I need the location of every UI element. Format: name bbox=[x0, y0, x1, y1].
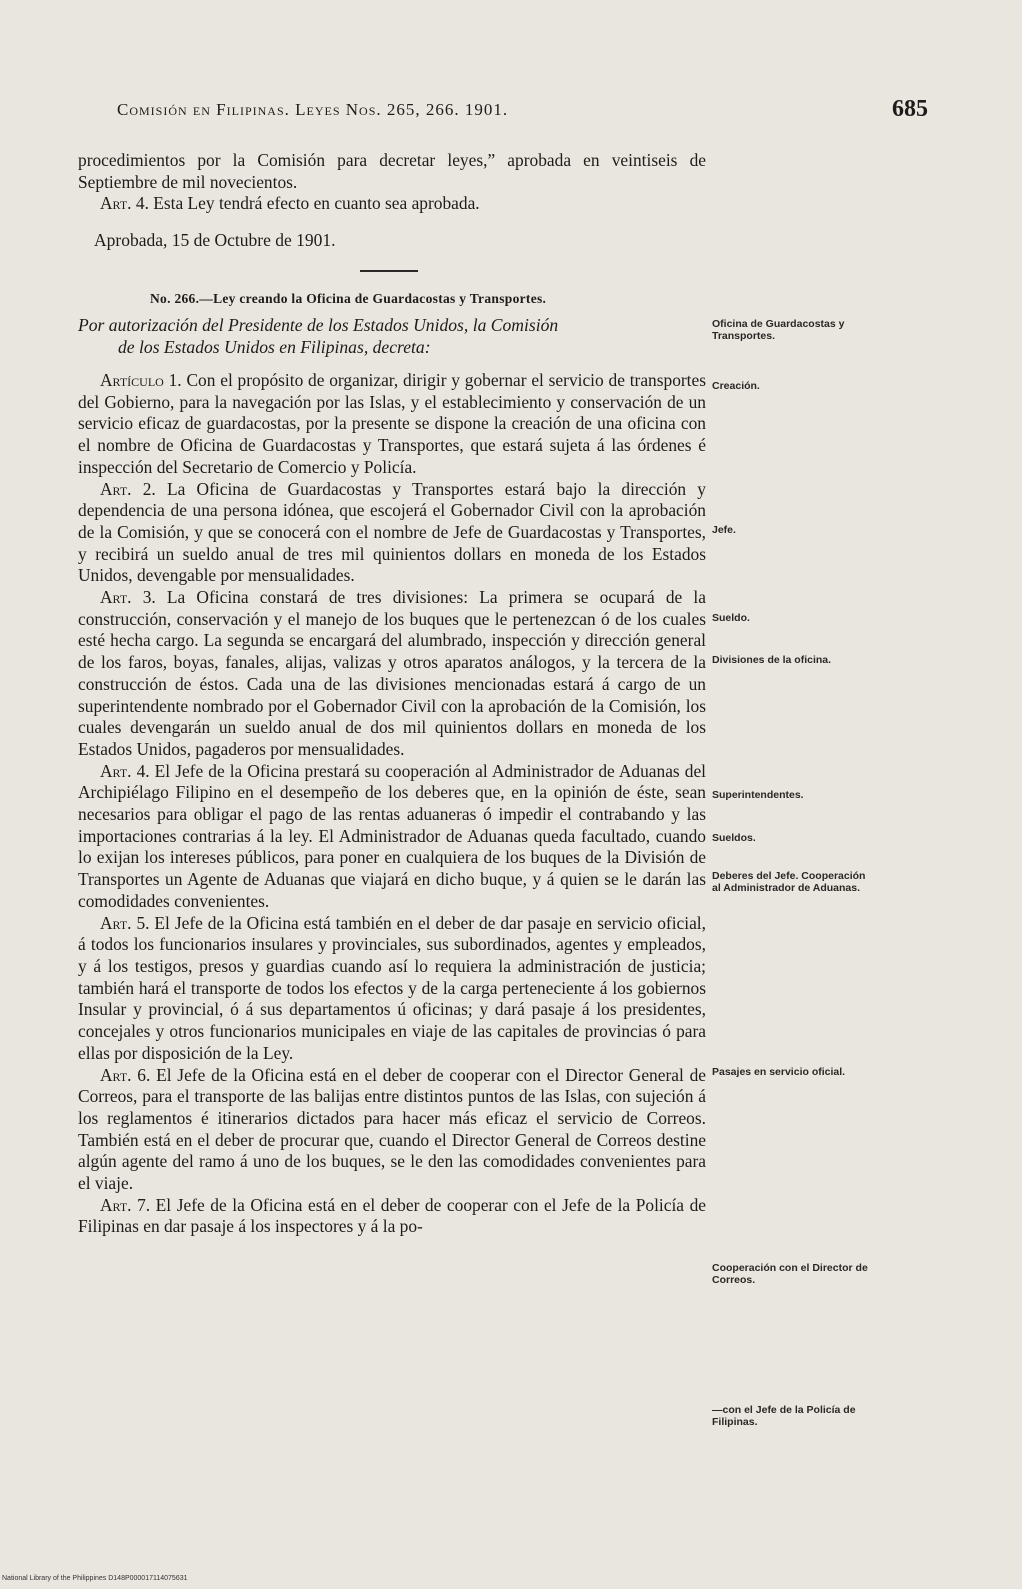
margin-note-duties: Deberes del Jefe. Cooperación al Administrador de Aduanas. bbox=[712, 870, 866, 894]
margin-note-police: —con el Jefe de la Policía de Filipinas. bbox=[712, 1404, 856, 1428]
margin-note-passages: Pasajes en servicio oficial. bbox=[712, 1066, 846, 1078]
section-divider bbox=[360, 270, 418, 272]
margin-note-post-office: Cooperación con el Director de Correos. bbox=[712, 1262, 868, 1286]
article-label: Art. 3. bbox=[100, 587, 156, 608]
article-7 bbox=[78, 1195, 706, 1238]
article-label: Art. 5. bbox=[100, 912, 150, 933]
running-head: Comisión en Filipinas. Leyes Nos. 265, 266. 1901. bbox=[117, 100, 509, 119]
article-label: Art. 4. bbox=[100, 760, 150, 781]
article-6 bbox=[78, 1065, 706, 1195]
article-label: Art. 6. bbox=[100, 1064, 151, 1085]
margin-note-creation: Creación. bbox=[712, 380, 760, 392]
preceding-law-tail bbox=[78, 150, 706, 215]
margin-note-chief: Jefe. bbox=[712, 524, 736, 536]
law-heading: No. 266.—Ley creando la Oficina de Guardacostas y Transportes. bbox=[150, 291, 547, 306]
article-1 bbox=[78, 370, 706, 479]
article-text: Con el propósito de organizar, dirigir y gobernar el servicio de transportes del Gobierno, para la navegación por las Islas, y el establecimiento y conservación de un servicio eficaz de guardacostas, por la presente se dispone la creación de una oficina con el nombre de Oficina de Guardacostas y Transportes, que estará sujeta á las órdenes é inspección del Secretario de Comercio y Policía. bbox=[78, 370, 706, 477]
article-label: Art. 4. bbox=[100, 193, 149, 214]
article-text: La Oficina de Guardacostas y Transportes estará bajo la dirección y dependencia de una persona idónea, que escojerá el Gobernador Civil con la aprobación de la Comisión, y que se conocerá con el nombre de Jefe de Guardacostas y Transportes, y recibirá un sueldo anual de tres mil quinientos dollars en moneda de los Estados Unidos, devengable por mensualidades. bbox=[78, 478, 706, 586]
approval-date: Aprobada, 15 de Octubre de 1901. bbox=[94, 230, 336, 250]
article-4-final bbox=[78, 193, 706, 215]
enacting-line-2: de los Estados Unidos en Filipinas, decreta: bbox=[118, 337, 431, 357]
footer-watermark: National Library of the Philippines D148P000017114075631 bbox=[2, 1575, 188, 1582]
enacting-clause bbox=[78, 314, 706, 358]
margin-note-divisions: Divisiones de la oficina. bbox=[712, 654, 832, 666]
article-text: El Jefe de la Oficina prestará su cooperación al Administrador de Aduanas del Archipiélago Filipino en el desempeño de los deberes que, en la opinión de éste, sean necesarios para obligar el pago de las rentas aduaneras ó impedir el contrabando y las importaciones contrarias á la ley. El Administrador de Aduanas queda facultado, cuando lo exijan los intereses públicos, para poner en cualquiera de los buques de la División de Transportes un Agente de Aduanas que viajará en dicho buque, y á quien se le darán las comodidades convenientes. bbox=[78, 760, 706, 911]
article-label: Art. 2. bbox=[100, 478, 156, 499]
article-label: Artículo 1. bbox=[100, 370, 182, 390]
article-text: La Oficina constará de tres divisiones: La primera se ocupará de la construcción, conservación y el manejo de los buques que le pertenezcan ó de los cuales esté hecha cargo. La segunda se encargará del alumbrado, inspección y dirección general de los faros, boyas, fanales, alijas, valizas y otros aparatos análogos, y la tercera de la construcción de éstos. Cada una de las divisiones mencionadas estará á cargo de un superintendente nombrado por el Gobernador Civil con la aprobación de la Comisión, los cuales devengarán un sueldo anual de dos mil quinientos dollars en moneda de los Estados Unidos, pagaderos por mensualidades. bbox=[78, 587, 706, 759]
article-5 bbox=[78, 913, 706, 1065]
articles bbox=[78, 370, 706, 1238]
article-text: El Jefe de la Oficina está también en el deber de dar pasaje en servicio oficial, á todos los funcionarios insulares y provinciales, sus subordinados, agentes y empleados, y á los testigos, presos y guardias cuando así lo requiera la administración de justicia; también hará el transporte de todos los efectos y de la carga perteneciente á los gobiernos Insular y provincial, ó á sus departamentos ú oficinas; y dará pasaje á los presidentes, concejales y otros funcionarios municipales en viaje de las capitales de provincias ó para ellas por disposición de la Ley. bbox=[78, 912, 706, 1063]
margin-note-salary: Sueldo. bbox=[712, 612, 750, 624]
article-4 bbox=[78, 761, 706, 913]
article-label: Art. 7. bbox=[100, 1194, 151, 1215]
page-number: 685 bbox=[892, 96, 928, 122]
article-3 bbox=[78, 587, 706, 761]
margin-note-office: Oficina de Guardacostas y Transportes. bbox=[712, 318, 845, 342]
article-text: El Jefe de la Oficina está en el deber de cooperar con el Jefe de la Policía de Filipinas en dar pasaje á los inspectores y á la po- bbox=[78, 1194, 706, 1237]
article-text: Esta Ley tendrá efecto en cuanto sea aprobada. bbox=[148, 193, 480, 214]
article-text: El Jefe de la Oficina está en el deber de cooperar con el Director General de Correos, para el transporte de las balijas entre distintos puntos de las Islas, con sujeción á los reglamentos é itinerarios dictados para hacer más eficaz el servicio de Correos. También está en el deber de procurar que, cuando el Director General de Correos destine algún agente del ramo á uno de los buques, se le den las comodidades convenientes para el viaje. bbox=[78, 1064, 706, 1194]
margin-note-superintendents: Superintendentes. bbox=[712, 789, 804, 801]
continued-paragraph: procedimientos por la Comisión para decretar leyes,” aprobada en veintiseis de Septiembre de mil novecientos. bbox=[78, 150, 706, 192]
margin-note-salaries: Sueldos. bbox=[712, 832, 756, 844]
article-2 bbox=[78, 479, 706, 588]
enacting-line-1: Por autorización del Presidente de los Estados Unidos, la Comisión bbox=[78, 315, 559, 335]
